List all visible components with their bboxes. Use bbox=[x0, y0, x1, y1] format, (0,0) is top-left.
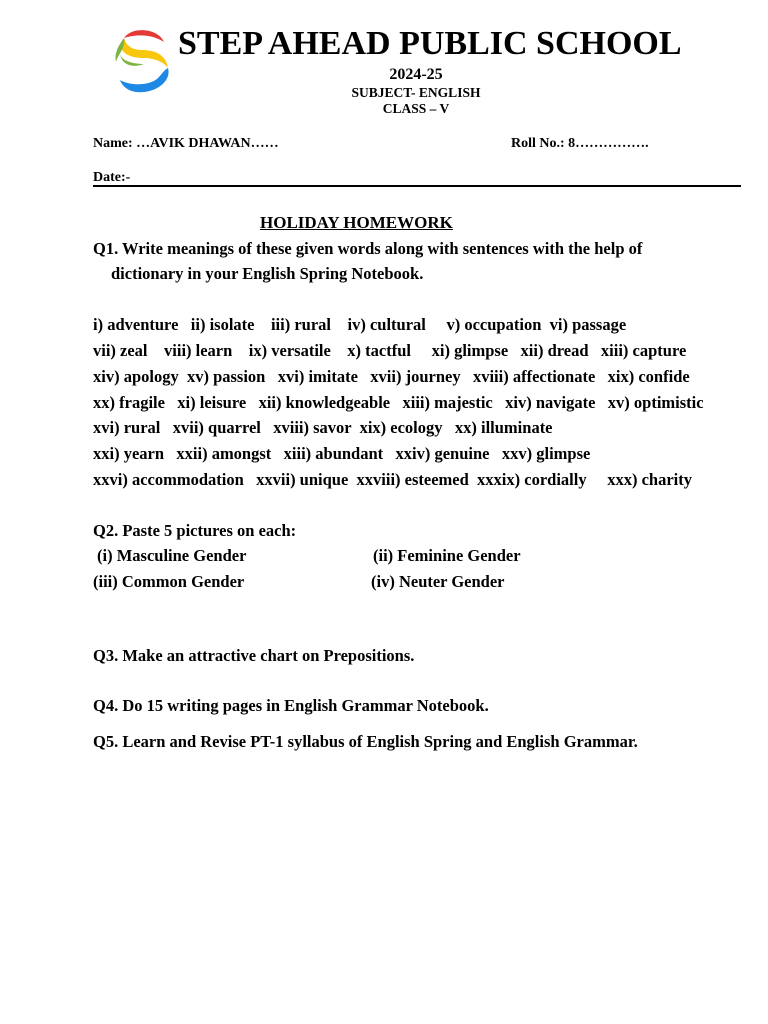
word-list-row: vii) zeal viii) learn ix) versatile x) tactful xi) glimpse xii) dread xiii) capture bbox=[93, 341, 687, 360]
student-name: Name: …AVIK DHAWAN…… bbox=[93, 136, 279, 151]
q4-text: Q4. Do 15 writing pages in English Grammar Notebook. bbox=[93, 696, 489, 715]
q1-line-1: Q1. Write meanings of these given words along with sentences with the help of bbox=[93, 239, 643, 258]
q2-item-neuter: (iv) Neuter Gender bbox=[371, 572, 505, 591]
word-list-row: xxvi) accommodation xxvii) unique xxviii) esteemed xxxix) cordially xxx) charity bbox=[93, 470, 692, 489]
roll-number: Roll No.: 8……………. bbox=[511, 136, 649, 151]
subject-line: SUBJECT- ENGLISH bbox=[351, 85, 481, 100]
word-list-row: xxi) yearn xxii) amongst xiii) abundant xxiv) genuine xxv) glimpse bbox=[93, 444, 591, 463]
q5-text: Q5. Learn and Revise PT-1 syllabus of English Spring and English Grammar. bbox=[93, 732, 638, 751]
class-line: CLASS – V bbox=[382, 101, 450, 116]
q1-line-2: dictionary in your English Spring Notebook. bbox=[111, 264, 424, 283]
q2-title: Q2. Paste 5 pictures on each: bbox=[93, 521, 297, 540]
word-list-row: xvi) rural xvii) quarrel xviii) savor xix) ecology xx) illuminate bbox=[93, 418, 553, 437]
academic-year: 2024-25 bbox=[389, 66, 443, 83]
word-list-row: xx) fragile xi) leisure xii) knowledgeable xiii) majestic xiv) navigate xv) optimistic bbox=[93, 393, 704, 412]
homework-title: HOLIDAY HOMEWORK bbox=[260, 213, 453, 232]
word-list-row: i) adventure ii) isolate iii) rural iv) cultural v) occupation vi) passage bbox=[93, 315, 627, 334]
q2-item-feminine: (ii) Feminine Gender bbox=[373, 546, 521, 565]
school-s-logo-icon bbox=[114, 24, 174, 96]
date-label: Date:- bbox=[93, 170, 131, 185]
word-list-row: xiv) apology xv) passion xvi) imitate xvii) journey xviii) affectionate xix) confide bbox=[93, 367, 690, 386]
q2-item-common: (iii) Common Gender bbox=[93, 572, 245, 591]
q3-text: Q3. Make an attractive chart on Prepositions. bbox=[93, 646, 415, 665]
school-name: STEP AHEAD PUBLIC SCHOOL bbox=[178, 25, 682, 62]
q2-item-masculine: (i) Masculine Gender bbox=[97, 546, 247, 565]
date-underline bbox=[93, 185, 741, 187]
